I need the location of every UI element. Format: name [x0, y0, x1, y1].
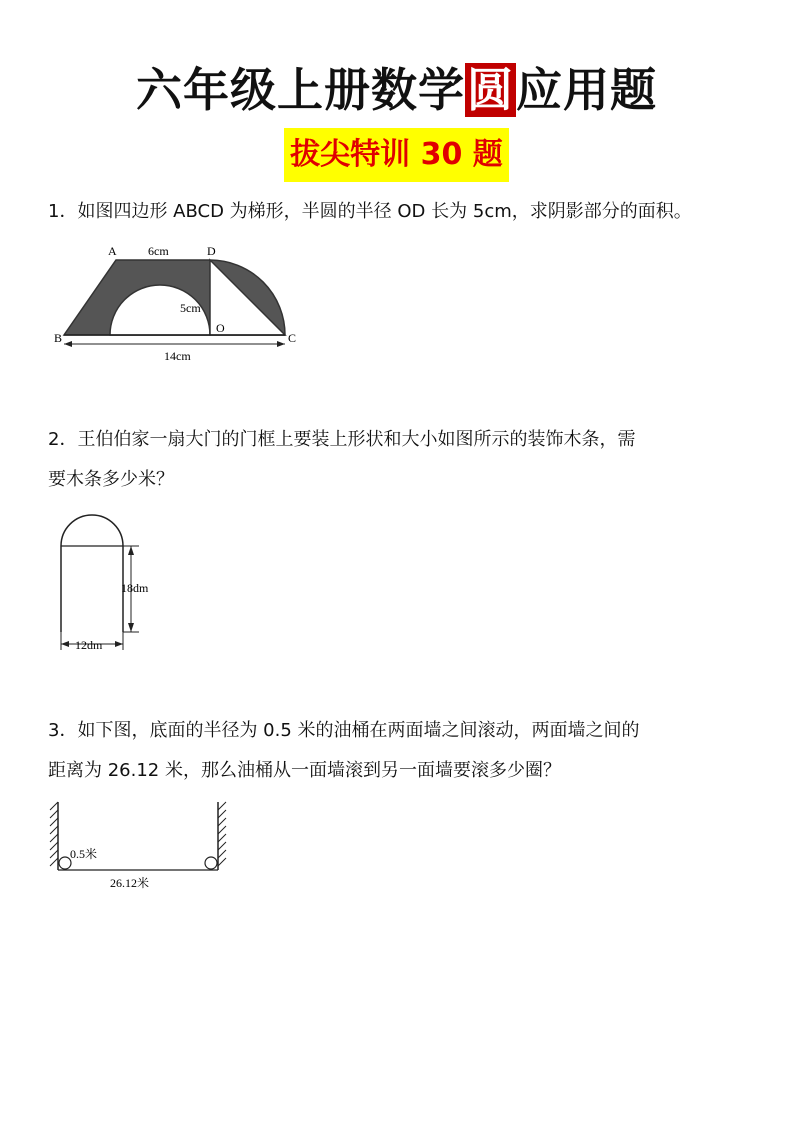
label-height: 18dm	[121, 581, 149, 595]
question-1-text: 1．如图四边形 ABCD 为梯形，半圆的半径 OD 长为 5cm，求阴影部分的面积。	[48, 201, 692, 222]
question-2-line-2: 要木条多少米？	[48, 469, 174, 490]
label-a: A	[108, 244, 117, 258]
question-3-line-2: 距离为 26.12 米，那么油桶从一面墙滚到另一面墙要滚多少圈？	[48, 760, 561, 781]
question-3	[48, 711, 748, 791]
label-o: O	[216, 321, 225, 335]
label-barrel-radius: 0.5米	[70, 847, 98, 861]
label-c: C	[288, 331, 297, 345]
label-d: D	[207, 244, 216, 258]
label-distance: 26.12米	[110, 876, 150, 890]
label-base-length: 14cm	[164, 349, 191, 363]
question-3-figure	[46, 798, 236, 896]
title-highlight: 圆	[467, 63, 514, 117]
label-width: 12dm	[75, 638, 103, 652]
question-2	[48, 420, 748, 500]
barrel-right-icon	[205, 857, 217, 869]
question-2-figure	[55, 508, 165, 654]
question-3-line-1: 3．如下图，底面的半径为 0.5 米的油桶在两面墙之间滚动，两面墙之间的	[48, 720, 640, 741]
page-title	[0, 60, 793, 120]
title-part-1: 六年级上册数学	[136, 63, 465, 117]
label-b: B	[54, 331, 63, 345]
question-1	[48, 192, 748, 232]
page-subtitle: 拔尖特训 30 题	[284, 128, 509, 182]
question-2-line-1: 2．王伯伯家一扇大门的门框上要装上形状和大小如图所示的装饰木条，需	[48, 429, 636, 450]
label-top-length: 6cm	[148, 244, 169, 258]
question-1-figure	[50, 238, 310, 368]
title-part-2: 应用题	[516, 63, 657, 117]
label-radius: 5cm	[180, 301, 201, 315]
